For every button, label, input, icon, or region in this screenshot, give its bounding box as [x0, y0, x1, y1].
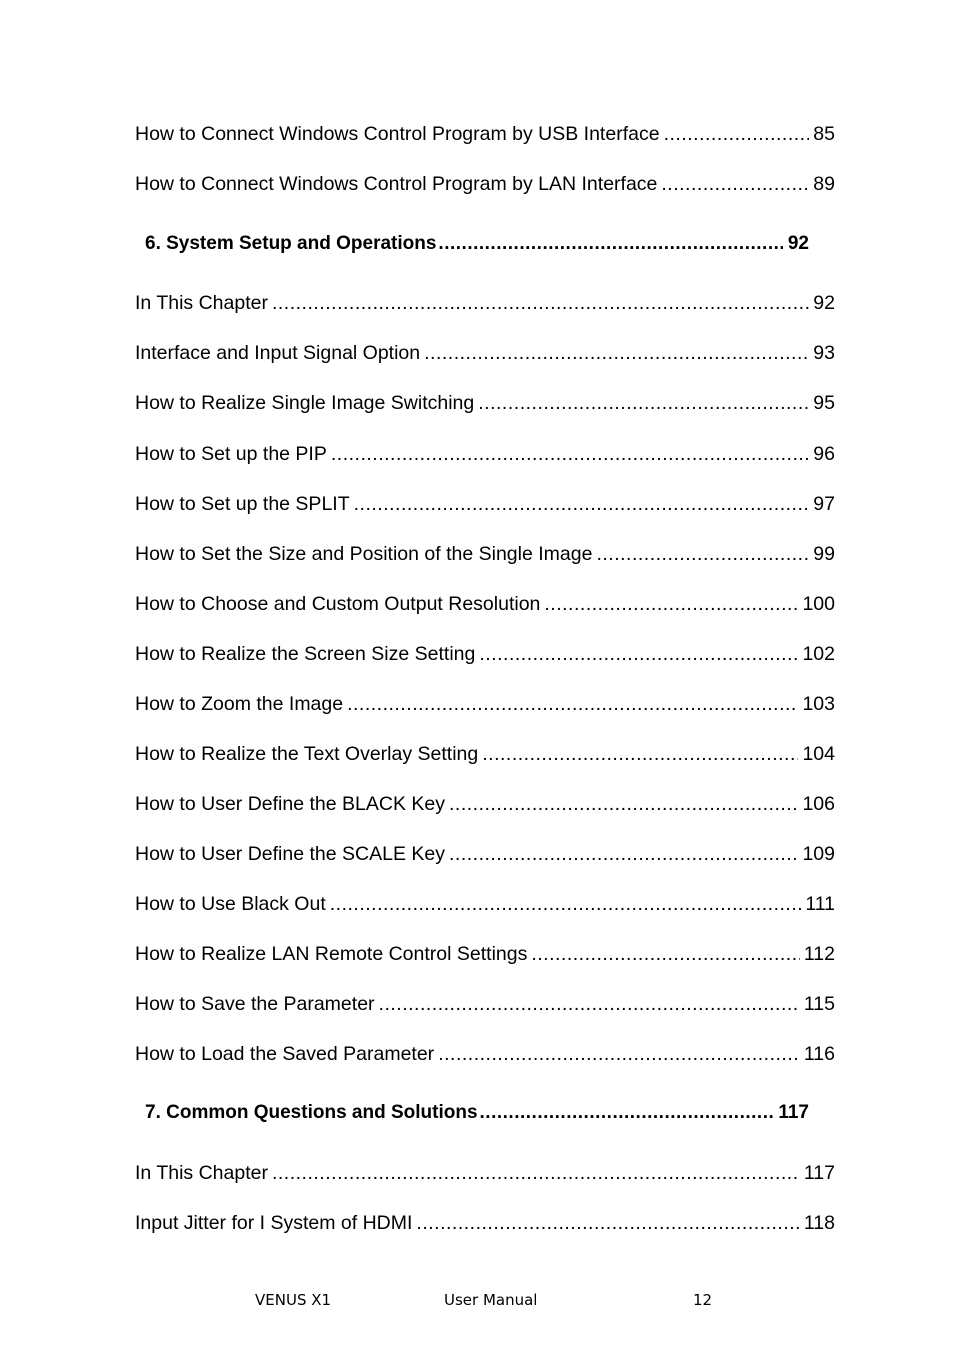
toc-entry[interactable] [135, 691, 835, 717]
toc-dot-leader [531, 941, 800, 967]
toc-dot-leader [354, 491, 810, 517]
toc-page-number: 115 [803, 993, 835, 1015]
toc-dot-leader [479, 641, 798, 667]
toc-page-number: 92 [787, 233, 809, 254]
toc-page-number: 116 [803, 1043, 835, 1065]
toc-dot-leader [272, 1160, 800, 1186]
page-footer [0, 1291, 954, 1311]
toc-entry-title: Input Jitter for I System of HDMI [135, 1212, 413, 1234]
toc-entry-title: How to Zoom the Image [135, 693, 344, 715]
toc-entry-title: How to Realize LAN Remote Control Settings [135, 943, 528, 965]
toc-entry[interactable] [135, 390, 835, 416]
toc-entry[interactable] [135, 1210, 835, 1236]
toc-page-number: 104 [802, 743, 835, 765]
toc-entry[interactable] [135, 491, 835, 517]
toc-dot-leader [438, 231, 782, 257]
toc-entry-title: How to User Define the SCALE Key [135, 843, 445, 865]
toc-entry-title: How to Save the Parameter [135, 993, 375, 1015]
toc-entry-title: Interface and Input Signal Option [135, 342, 421, 364]
toc-page-number: 103 [802, 693, 835, 715]
toc-entry[interactable] [135, 121, 835, 147]
toc-entry-title: In This Chapter [135, 292, 268, 314]
toc-entry[interactable] [135, 841, 835, 867]
toc-dot-leader [664, 121, 810, 147]
toc-dot-leader [272, 290, 809, 316]
toc-dot-leader [416, 1210, 799, 1236]
toc-dot-leader [480, 1100, 774, 1126]
toc-entry-title: How to Connect Windows Control Program by LAN Interface [135, 173, 658, 195]
toc-page-number: 118 [803, 1212, 835, 1234]
toc-entry[interactable] [135, 171, 835, 197]
toc-dot-leader [449, 791, 798, 817]
toc-dot-leader [449, 841, 798, 867]
toc-page-number: 111 [805, 893, 835, 915]
toc-dot-leader [544, 591, 798, 617]
toc-page-number: 95 [813, 392, 835, 414]
toc-page-number: 92 [813, 292, 835, 314]
toc-entry-title: How to Choose and Custom Output Resolution [135, 593, 541, 615]
toc-entry[interactable] [135, 891, 835, 917]
toc-entry[interactable] [135, 441, 835, 467]
footer-page-number: 12 [693, 1291, 713, 1309]
toc-page-number: 100 [802, 593, 835, 615]
toc-page-number: 109 [802, 843, 835, 865]
toc-entry[interactable] [135, 340, 835, 366]
footer-product-name: VENUS X1 [255, 1291, 332, 1309]
toc-entry[interactable] [135, 791, 835, 817]
toc-dot-leader [331, 441, 809, 467]
toc-entry[interactable] [135, 591, 835, 617]
toc-page-number: 117 [778, 1102, 809, 1123]
toc-entry[interactable] [135, 941, 835, 967]
toc-entry-title: How to Realize the Screen Size Setting [135, 643, 476, 665]
toc-chapter-title: 7. Common Questions and Solutions [145, 1102, 478, 1123]
toc-entry-title: In This Chapter [135, 1162, 268, 1184]
toc-dot-leader [379, 991, 800, 1017]
toc-entry-title: How to Realize the Text Overlay Setting [135, 743, 479, 765]
toc-entry-title: How to Set up the SPLIT [135, 493, 350, 515]
toc-page-number: 106 [802, 793, 835, 815]
toc-entry[interactable] [135, 1041, 835, 1067]
toc-page-number: 96 [813, 443, 835, 465]
toc-dot-leader [330, 891, 802, 917]
toc-page-number: 97 [813, 493, 835, 515]
toc-chapter-heading[interactable] [145, 231, 809, 257]
toc-dot-leader [482, 741, 798, 767]
toc-entry[interactable] [135, 1160, 835, 1186]
toc-page-number: 102 [802, 643, 835, 665]
toc-page-number: 89 [813, 173, 835, 195]
toc-page-number: 117 [803, 1162, 835, 1184]
toc-page-number: 99 [813, 543, 835, 565]
toc-entry-title: How to Set up the PIP [135, 443, 327, 465]
toc-entry[interactable] [135, 541, 835, 567]
toc-entry[interactable] [135, 290, 835, 316]
toc-dot-leader [596, 541, 809, 567]
toc-entry[interactable] [135, 741, 835, 767]
toc-entry[interactable] [135, 641, 835, 667]
toc-page-number: 93 [813, 342, 835, 364]
toc-page-number: 85 [813, 123, 835, 145]
toc-chapter-title: 6. System Setup and Operations [145, 233, 437, 254]
toc-dot-leader [438, 1041, 800, 1067]
footer-document-title: User Manual [444, 1291, 538, 1309]
toc-dot-leader [424, 340, 809, 366]
toc-entry-title: How to User Define the BLACK Key [135, 793, 445, 815]
toc-chapter-heading[interactable] [145, 1100, 809, 1126]
toc-dot-leader [347, 691, 798, 717]
toc-entry-title: How to Realize Single Image Switching [135, 392, 475, 414]
toc-entry[interactable] [135, 991, 835, 1017]
toc-entry-title: How to Set the Size and Position of the Single Image [135, 543, 593, 565]
toc-entry-title: How to Use Black Out [135, 893, 326, 915]
toc-dot-leader [661, 171, 809, 197]
toc-dot-leader [478, 390, 809, 416]
toc-entry-title: How to Load the Saved Parameter [135, 1043, 435, 1065]
toc-entry-title: How to Connect Windows Control Program by USB Interface [135, 123, 660, 145]
toc-page-number: 112 [803, 943, 835, 965]
